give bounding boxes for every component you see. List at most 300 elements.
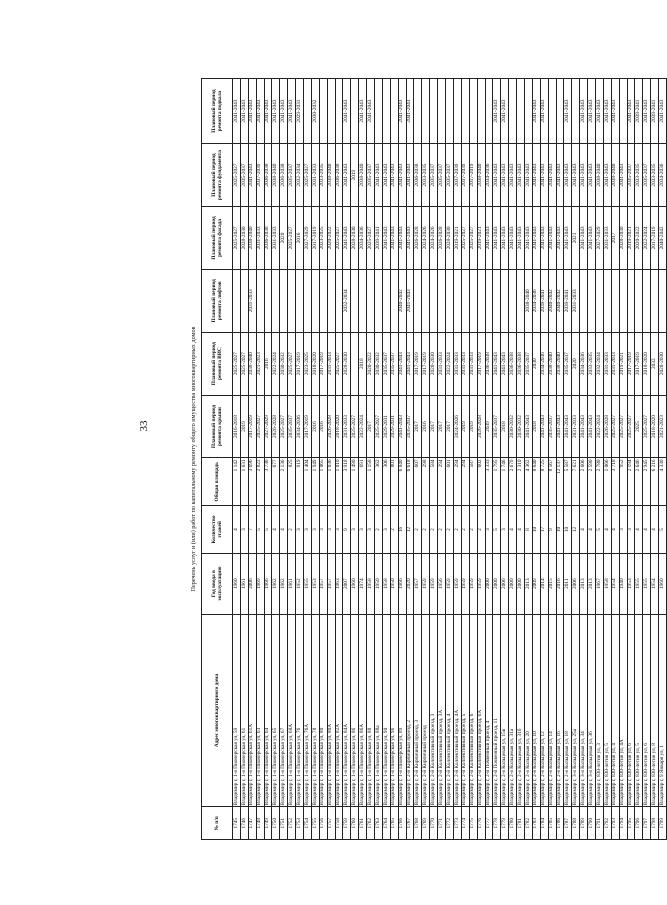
table-cell: 3 [335,506,343,554]
table-cell: 2035-2037 [382,332,390,395]
table-cell: 2041-2043 [382,144,390,207]
table-cell [382,79,390,144]
table-cell: 2025-2027 [611,395,619,458]
table-cell [509,79,517,144]
table-cell: 2020 [280,207,288,270]
table-row [272,79,280,840]
table-cell: 2019-2021 [627,207,635,270]
table-cell: 1940 [619,553,627,614]
table-cell: 2041-2043 [493,144,501,207]
table-cell: Владимир г, 9 Января ул, 1 [659,614,667,807]
table-cell [603,269,611,332]
table-cell: 1957 [414,553,422,614]
table-row [351,79,359,840]
table-cell: 2 [438,506,446,554]
table-cell [453,269,461,332]
table-cell: 2038-2040 [327,144,335,207]
table-cell: 1 158 [367,458,375,506]
table-cell: 2031-2033 [469,332,477,395]
table-cell: 2029-2031 [390,395,398,458]
table-cell: 2013 [588,553,596,614]
table-cell: 2028-2030 [659,332,667,395]
table-cell: 2038-2040 [359,144,367,207]
table-cell: Владимир г, 2-й Кирпичный проезд [422,614,430,807]
table-cell: 2041-2043 [493,207,501,270]
table-cell [453,79,461,144]
table-cell: 3 918 [343,458,351,506]
table-row [438,79,446,840]
table-cell: 2018-2020 [651,395,659,458]
table-cell: 294 [453,458,461,506]
table-cell: 1775 [469,807,477,840]
table-cell: 2041-2043 [564,395,572,458]
table-cell: 2041-2043 [343,144,351,207]
rotated-table-block [187,78,665,840]
table-cell: 8 725 [540,458,548,506]
table-row [233,79,241,840]
table-cell: 2041-2043 [611,79,619,144]
table-row [319,79,327,840]
table-cell [595,269,603,332]
table-cell: 2017-2019 [296,332,304,395]
table-cell: 2025-2027 [335,207,343,270]
table-cell [375,269,383,332]
table-row [635,79,643,840]
table-cell [319,79,327,144]
table-cell: 2041-2043 [588,79,596,144]
table-row [603,79,611,840]
table-cell: 2016-2018 [233,395,241,458]
table-cell: Владимир г, 1-я Пионерская ул, 67 [280,614,288,807]
table-cell: 2031-2033 [603,207,611,270]
table-cell: 1 065 [319,458,327,506]
table-cell [438,269,446,332]
table-cell: 3 696 [248,458,256,506]
table-cell: 1789 [580,807,588,840]
table-cell: 2025-2027 [280,395,288,458]
table-cell: 2041-2043 [493,332,501,395]
table-cell: 2024-2026 [430,207,438,270]
table-cell: 2017 [430,395,438,458]
table-cell: 2018 [501,395,509,458]
table-cell: 2022-2024 [272,332,280,395]
table-cell [351,332,359,395]
table-cell: 2041-2043 [603,79,611,144]
table-cell: 2034-2036 [532,269,540,332]
table-cell: 2036-2038 [280,144,288,207]
table-cell: 2041-2043 [556,144,564,207]
table-cell: 2019-2021 [619,332,627,395]
table-cell [485,79,493,144]
table-cell: 2036-2038 [264,207,272,270]
table-cell: 2026-2028 [603,395,611,458]
table-cell: 2025-2027 [367,207,375,270]
table-cell: Владимир г, 2-й Кирпичный проезд, 2 [406,614,414,807]
table-cell: 1791 [595,807,603,840]
table-cell: Владимир г, 1-я Пионерская ул, 64 [264,614,272,807]
table-cell: 1953 [311,553,319,614]
table-cell: 1959 [430,553,438,614]
table-row [532,79,540,840]
table-cell: 2041-2043 [390,144,398,207]
table-cell: 3 [367,506,375,554]
table-row [651,79,659,840]
table-cell: 1760 [351,807,359,840]
table-cell: 2019-2021 [453,207,461,270]
table-cell: 2028-2030 [446,207,454,270]
table-cell: 2025-2027 [233,332,241,395]
table-cell: 2041-2043 [367,79,375,144]
table-cell: 1960 [659,553,667,614]
table-cell: 2017-2019 [422,332,430,395]
table-cell: 2041-2043 [588,395,596,458]
table-cell: 2041-2043 [398,207,406,270]
table-cell [446,269,454,332]
table-cell [619,79,627,144]
table-cell: 1783 [532,807,540,840]
table-cell [659,269,667,332]
table-cell: 2020 [572,332,580,395]
table-cell: 3 736 [264,458,272,506]
table-cell [351,79,359,144]
table-row [659,79,667,840]
table-cell: 2038-2040 [272,144,280,207]
table-cell: 2028-2030 [343,332,351,395]
table-cell: 2031-2033 [438,332,446,395]
table-cell: 1771 [438,807,446,840]
table-cell: 1953 [627,553,635,614]
table-cell: 2026-2028 [477,395,485,458]
table-cell: 2041-2043 [406,144,414,207]
table-cell: Владимир г, 3-я Кольцевая ул, 25а [572,614,580,807]
table-cell [327,79,335,144]
table-cell: 3 [619,506,627,554]
table-cell: 2037-2039 [256,144,264,207]
column-header: Плановый период ремонта подвала [202,79,233,144]
table-cell: 4 [588,506,596,554]
table-cell: 2017-2019 [311,207,319,270]
table-cell: 2025-2027 [469,207,477,270]
table-cell: 2030-2032 [509,395,517,458]
table-cell: 1950 [375,553,383,614]
table-cell: 2041-2043 [256,79,264,144]
table-cell [296,269,304,332]
table-cell: 2026-2028 [272,395,280,458]
table-cell: 2036-2038 [414,144,422,207]
table-cell: 2035-2037 [430,144,438,207]
table-cell [422,79,430,144]
table-cell: 2022-2024 [359,395,367,458]
table-row [280,79,288,840]
table-row [556,79,564,840]
table-cell: 2025-2027 [288,207,296,270]
table-cell: 3 [382,506,390,554]
table-cell: Владимир г, 1-я Пионерская ул, 88 [367,614,375,807]
table-cell: 1773 [453,807,461,840]
table-cell: 2035-2037 [564,332,572,395]
table-cell: Владимир г, 830-летия ул, 4 [611,614,619,807]
table-cell: 1957 [327,553,335,614]
table-cell: 2006 [572,553,580,614]
table-cell: 4 [611,506,619,554]
table-cell: 2035-2037 [446,144,454,207]
table-cell: 2030-2032 [311,79,319,144]
table-cell: 2041-2043 [517,207,525,270]
table-cell: 1753 [296,807,304,840]
table-cell: 2 822 [256,458,264,506]
table-cell: Владимир г, 1-я Пионерская ул, 86А [359,614,367,807]
table-cell: 1774 [461,807,469,840]
table-cell: 1790 [588,807,596,840]
table-cell: 2033-2035 [319,144,327,207]
table-row [335,79,343,840]
table-cell: 7 [248,506,256,554]
table-cell: 1781 [517,807,525,840]
table-cell: 2038-2040 [611,144,619,207]
table-cell: 2019 [461,395,469,458]
table-cell [517,269,525,332]
table-row [382,79,390,840]
table-cell: 602 [477,458,485,506]
table-cell: 2007 [343,553,351,614]
table-row [501,79,509,840]
table-cell: 2 945 [643,458,651,506]
table-cell: 1954 [611,553,619,614]
table-cell: 2035-2037 [367,144,375,207]
table-cell: 5 [659,506,667,554]
table-cell [240,269,248,332]
table-cell [335,269,343,332]
table-cell: Владимир г, 2-й Кирпичный проезд, 3 [414,614,422,807]
table-cell: 1796 [635,807,643,840]
table-cell: 2026-2028 [438,207,446,270]
table-cell: 1751 [280,807,288,840]
table-cell: 2041-2043 [493,79,501,144]
table-cell: 3 333 [485,458,493,506]
table-cell: 2041-2043 [540,144,548,207]
table-cell: 2031-2033 [461,332,469,395]
table-cell: 1763 [375,807,383,840]
table-cell: 2017-2019 [627,332,635,395]
column-header: Адрес многоквартирного дома [202,614,233,807]
table-cell: Владимир г, 1-я Пионерская ул, 90 [382,614,390,807]
table-cell [548,79,556,144]
table-cell [272,269,280,332]
table-cell: 2016 [311,395,319,458]
table-cell: 2033-2035 [588,332,596,395]
table-cell: Владимир г, 830-летия ул, 4А [619,614,627,807]
table-cell: Владимир г, 830-летия ул, 3 [595,614,603,807]
table-cell: Владимир г, 2-й Коллективный проезд, 3 [430,614,438,807]
table-cell: 2041-2043 [272,79,280,144]
table-cell: 4 [603,506,611,554]
table-cell: 2041-2043 [382,207,390,270]
table-cell: 2041-2043 [233,79,241,144]
table-cell: 1974 [359,553,367,614]
table-row [414,79,422,840]
table-cell: 1 631 [240,458,248,506]
table-cell: 4 [643,506,651,554]
table-cell [256,269,264,332]
table-cell: Владимир г, 1-я Пионерская ул, 78 [311,614,319,807]
table-cell: 1958 [367,553,375,614]
table-cell: 2035-2037 [288,144,296,207]
table-cell [382,269,390,332]
table-cell: 7 621 [572,458,580,506]
table-cell: 1 949 [311,458,319,506]
table-cell: 2041-2043 [580,207,588,270]
table-row [256,79,264,840]
table-cell: 2025-2027 [256,395,264,458]
table-cell: Владимир г, 1-я Пионерская ул, 61 [240,614,248,807]
table-cell: 2036-2038 [335,144,343,207]
table-cell: 2024-2026 [422,207,430,270]
table-cell: 2025-2027 [643,395,651,458]
table-cell: 1777 [485,807,493,840]
table-cell: 2031-2033 [248,269,256,332]
table-cell: 10 [564,506,572,554]
table-cell [501,269,509,332]
table-cell: 3 [627,506,635,554]
table-cell: 5 587 [564,458,572,506]
table-cell: 2000 [485,553,493,614]
table-cell: 1957 [319,553,327,614]
table-cell: 2041-2043 [532,79,540,144]
table-cell: 2034-2036 [296,395,304,458]
table-cell: 1 036 [327,458,335,506]
table-cell [304,269,312,332]
table-cell: 2031-2033 [256,207,264,270]
table-cell: 3 [296,506,304,554]
table-cell: 2041-2043 [619,144,627,207]
table-cell: 2032 [651,332,659,395]
table-cell: Владимир г, 1-я Пионерская ул, 61А [248,614,256,807]
table-cell: Владимир г, 2-я Кольцевая ул, 31б [517,614,525,807]
table-cell: Владимир г, 1-я Пионерская ул, 9б [390,614,398,807]
table-cell: 1776 [477,807,485,840]
table-cell: 1780 [509,807,517,840]
table-cell: 9 [548,506,556,554]
table-cell: 1787 [564,807,572,840]
table-cell: 2041-2043 [406,332,414,395]
table-cell: 2033-2035 [651,144,659,207]
table-row [611,79,619,840]
table-cell: 2040-2042 [659,207,667,270]
table-cell: 2 194 [627,458,635,506]
table-cell: 2033-2035 [422,144,430,207]
table-cell: 2035-2037 [643,144,651,207]
table-cell: 298 [422,458,430,506]
table-cell: 2023-2025 [319,207,327,270]
table-cell: 1765 [390,807,398,840]
table-cell: 1956 [438,553,446,614]
table-cell: 952 [619,458,627,506]
table-cell: 2036-2038 [264,144,272,207]
table-cell: 2027-2029 [595,207,603,270]
table-cell: 2016 [296,207,304,270]
table-cell: 1955 [643,553,651,614]
table-cell: 2035-2037 [288,395,296,458]
table-cell: 2041-2043 [588,144,596,207]
table-cell [643,269,651,332]
table-cell: 2000 [509,553,517,614]
table-cell: 2041-2043 [501,332,509,395]
table-cell: 2038-2040 [248,207,256,270]
table-cell: 2025-2027 [351,395,359,458]
table-cell: 2030-2032 [280,332,288,395]
table-cell: Владимир г, 1-я Пионерская ул, 76 [296,614,304,807]
table-cell: Владимир г, 2-й Почвенный проезд, 11 [493,614,501,807]
table-cell: 1797 [643,807,651,840]
table-cell [477,269,485,332]
table-cell: 2021-2023 [256,332,264,395]
table-cell [351,269,359,332]
table-cell: 2025-2027 [627,395,635,458]
table-cell [469,269,477,332]
table-cell: 2041-2043 [359,79,367,144]
table-cell: 1761 [359,807,367,840]
table-cell: 1792 [603,807,611,840]
table-cell: 4 [651,506,659,554]
table-cell: 1959 [453,553,461,614]
table-cell: 2031-2033 [343,395,351,458]
column-header: Плановый период ремонта фундамента [202,144,233,207]
table-cell: 584 [430,458,438,506]
table-cell: Владимир г, 830-летия ул, 8 [651,614,659,807]
table-cell: 2041-2043 [398,144,406,207]
table-cell: 2018-2020 [311,332,319,395]
table-cell: 2037-2039 [461,144,469,207]
table-row [422,79,430,840]
table-cell [485,269,493,332]
table-cell: 306 [382,458,390,506]
table-cell: 2017-2019 [319,332,327,395]
table-cell: 2019 [240,395,248,458]
table-row [469,79,477,840]
table-cell: 2040-2042 [556,269,564,332]
table-cell: 2025-2027 [288,332,296,395]
table-cell [446,79,454,144]
table-cell: 2017 [414,395,422,458]
column-header: Общая площадь [202,458,233,506]
table-cell: 2009 [532,553,540,614]
table-cell: 2038-2040 [524,269,532,332]
table-cell: 2028-2030 [240,207,248,270]
table-row [477,79,485,840]
table-cell: 1966 [398,553,406,614]
table-cell: 2025-2027 [335,332,343,395]
table-cell [359,269,367,332]
table-cell: 691 [359,458,367,506]
table-cell [556,79,564,144]
table-cell: 2038-2040 [248,332,256,395]
repair-schedule-table [201,78,667,840]
table-cell: 1794 [619,807,627,840]
table-cell: 1762 [367,807,375,840]
table-cell: 2016 [556,553,564,614]
column-header: Год ввода в эксплуатацию [202,553,233,614]
table-cell: 2041-2043 [580,79,588,144]
table-cell: 2022-2024 [595,395,603,458]
table-cell: 2017-2019 [414,332,422,395]
table-cell: 677 [272,458,280,506]
table-cell: 2019-2021 [477,207,485,270]
table-cell: 2041-2043 [540,207,548,270]
table-cell: Владимир г, 2-я Кольцевая ул, 31а [509,614,517,807]
table-cell: 1747 [248,807,256,840]
table-cell: 2 [422,506,430,554]
table-cell: 2034-2036 [359,207,367,270]
